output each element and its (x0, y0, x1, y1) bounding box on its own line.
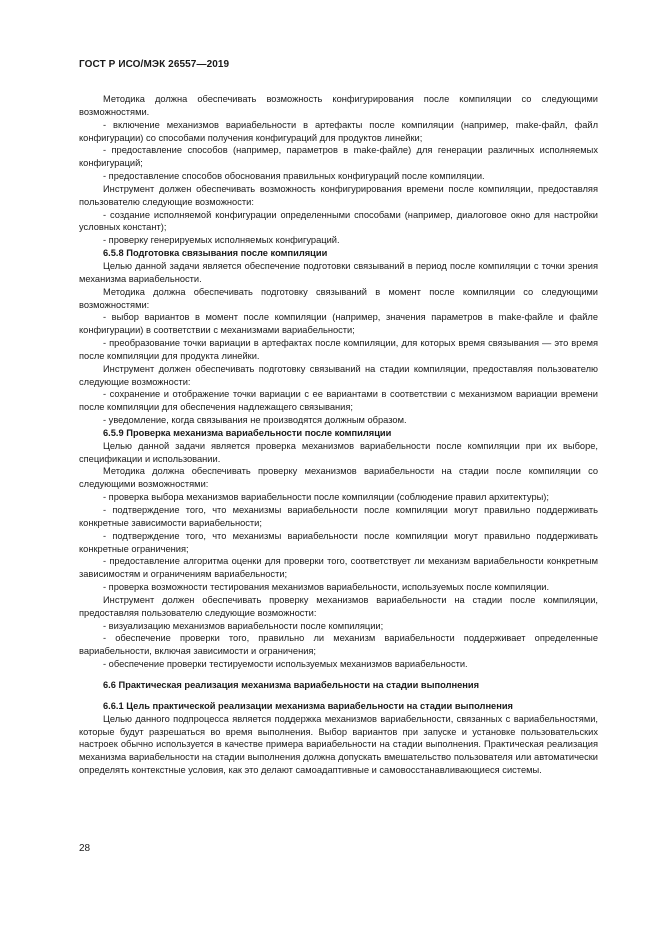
page-number: 28 (79, 843, 91, 854)
list-item: - обеспечение проверки тестируемости используемых механизмов вариабельности. (103, 659, 468, 670)
paragraph: Методика должна обеспечивать проверку механизмов вариабельности на стадии после компиляции со следующими возможностями: (79, 466, 598, 490)
list-item: - проверка выбора механизмов вариабельности после компиляции (соблюдение правил архитектуры); (103, 492, 549, 503)
list-item: - включение механизмов вариабельности в артефакты после компиляции (например, make-файл, файл конфигурации) со способами получения конфигураций для продуктов линейки; (79, 119, 598, 143)
document-body (79, 93, 598, 777)
paragraph: Целью данной задачи является проверка механизмов вариабельности после компиляции при их выборе, спецификации и использовании. (79, 440, 598, 464)
list-item: - проверку генерируемых исполняемых конфигураций. (103, 235, 340, 246)
paragraph: Инструмент должен обеспечивать проверку механизмов вариабельности на стадии после компиляции, предоставляя пользователю следующие возможности: (79, 594, 598, 618)
section-heading: 6.5.9 Проверка механизма вариабельности после компиляции (103, 427, 392, 438)
section-heading: 6.6.1 Цель практической реализации механизма вариабельности на стадии выполнения (103, 700, 513, 711)
list-item: - сохранение и отображение точки вариации с ее вариантами в соответствии с механизмом вариации времени после компиляции для обеспечения надлежащего связывания; (79, 389, 598, 413)
list-item: - предоставление способов (например, параметров в make-файле) для генерации различных исполняемых конфигураций; (79, 145, 598, 169)
list-item: - уведомление, когда связывания не производятся должным образом. (103, 415, 407, 426)
list-item: - предоставление алгоритма оценки для проверки того, соответствует ли механизм вариабельности конкретным зависимостям и ограничениям вариабельности; (79, 556, 598, 580)
paragraph: Методика должна обеспечивать возможность конфигурирования после компиляции со следующими возможностями. (79, 94, 598, 117)
paragraph: Инструмент должен обеспечивать подготовку связываний на стадии компиляции, предоставляя пользователю следующие возможности: (79, 363, 598, 387)
document-id-header: ГОСТ Р ИСО/МЭК 26557—2019 (79, 59, 230, 70)
list-item: - преобразование точки вариации в артефактах после компиляции, для которых время связывания — это время после компиляции для продукта линейки. (79, 338, 598, 361)
paragraph: Методика должна обеспечивать подготовку связываний в момент после компиляции со следующими возможностями: (79, 286, 598, 310)
list-item: - выбор вариантов в момент после компиляции (например, значения параметров в make-файле и файле конфигурации) в соответствии с механизмами вариабельности; (79, 312, 598, 336)
list-item: - проверка возможности тестирования механизмов вариабельности, используемых после компиляции. (103, 582, 550, 593)
list-item: - создание исполняемой конфигурации определенными способами (например, диалоговое окно для настройки условных констант); (79, 209, 598, 233)
list-item: - предоставление способов обоснования правильных конфигураций после компиляции. (103, 171, 485, 182)
section-heading: 6.6 Практическая реализация механизма вариабельности на стадии выполнения (103, 679, 480, 690)
paragraph: Целью данной задачи является обеспечение подготовки связываний в период после компиляции с точки зрения механизма вариабельности. (79, 260, 598, 284)
list-item: - подтверждение того, что механизмы вариабельности после компиляции могут правильно поддерживать конкретные ограничения; (79, 530, 598, 554)
section-heading: 6.5.8 Подготовка связывания после компиляции (103, 248, 328, 259)
list-item: - подтверждение того, что механизмы вариабельности после компиляции могут правильно поддерживать конкретные зависимости вариабельности; (79, 505, 598, 528)
list-item: - обеспечение проверки того, правильно ли механизм вариабельности поддерживает определенные вариабельности, включая зависимости и ограничения; (79, 633, 598, 657)
list-item: - визуализацию механизмов вариабельности после компиляции; (103, 620, 384, 631)
paragraph: Инструмент должен обеспечивать возможность конфигурирования времени после компиляции, предоставляя пользователю следующие возможности: (79, 183, 598, 207)
paragraph: Целью данного подпроцесса является поддержка механизмов вариабельности, связанных с вариабельностями, которые будут разрешаться во время выполнения. Выбор вариантов при запуске и установке пользовательских настроек обычно используется в качестве примера вариабельности на стадии выполнения. Практическая реализация механизма вариабельности на стадии выполнения должна допускать вмешательство пользователя или автоматически определять контекстные условия, как это делают самоадаптивные и самовосстанавливающиеся системы. (79, 713, 598, 776)
